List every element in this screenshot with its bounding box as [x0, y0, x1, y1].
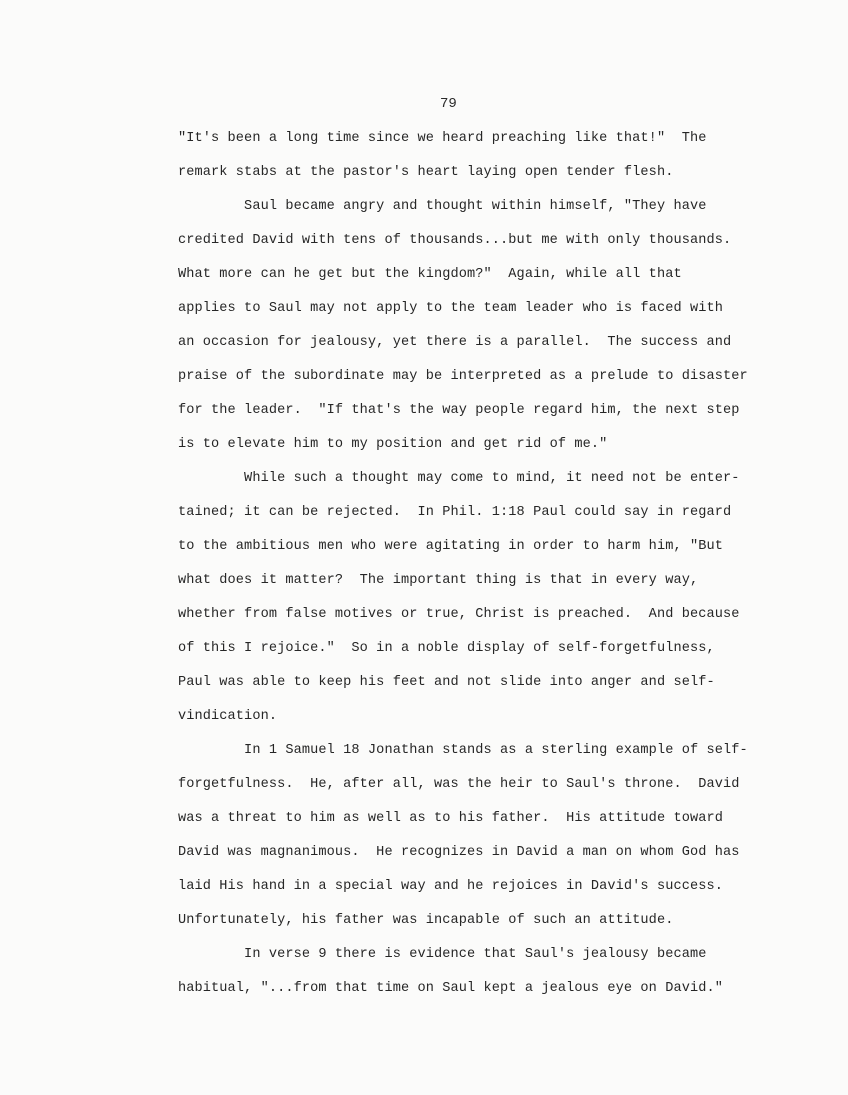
page-number: 79: [440, 96, 457, 112]
text-line: remark stabs at the pastor's heart laying open tender flesh.: [178, 165, 674, 180]
text-line: tained; it can be rejected. In Phil. 1:18 Paul could say in regard: [178, 505, 732, 520]
text-line: vindication.: [178, 709, 278, 724]
text-line: habitual, "...from that time on Saul kept a jealous eye on David.": [178, 981, 723, 996]
text-line: laid His hand in a special way and he rejoices in David's success.: [178, 879, 723, 894]
text-line: of this I rejoice." So in a noble display of self-forgetfulness,: [178, 641, 715, 656]
text-line: an occasion for jealousy, yet there is a parallel. The success and: [178, 335, 732, 350]
text-line: forgetfulness. He, after all, was the heir to Saul's throne. David: [178, 777, 740, 792]
text-line: Paul was able to keep his feet and not slide into anger and self-: [178, 675, 715, 690]
text-line: for the leader. "If that's the way people regard him, the next step: [178, 403, 740, 418]
text-line: "It's been a long time since we heard preaching like that!" The: [178, 131, 707, 146]
text-line: In 1 Samuel 18 Jonathan stands as a sterling example of self-: [178, 743, 748, 758]
text-line: What more can he get but the kingdom?" Again, while all that: [178, 267, 682, 282]
text-line: credited David with tens of thousands...but me with only thousands.: [178, 233, 732, 248]
text-line: praise of the subordinate may be interpreted as a prelude to disaster: [178, 369, 748, 384]
text-line: to the ambitious men who were agitating in order to harm him, "But: [178, 539, 723, 554]
text-line: applies to Saul may not apply to the team leader who is faced with: [178, 301, 723, 316]
text-line: what does it matter? The important thing is that in every way,: [178, 573, 699, 588]
text-line: was a threat to him as well as to his father. His attitude toward: [178, 811, 723, 826]
text-line: In verse 9 there is evidence that Saul's jealousy became: [178, 947, 707, 962]
text-line: While such a thought may come to mind, it need not be enter-: [178, 471, 740, 486]
text-line: Unfortunately, his father was incapable of such an attitude.: [178, 913, 674, 928]
text-line: Saul became angry and thought within himself, "They have: [178, 199, 707, 214]
text-line: is to elevate him to my position and get rid of me.": [178, 437, 608, 452]
text-line: David was magnanimous. He recognizes in David a man on whom God has: [178, 845, 740, 860]
text-line: whether from false motives or true, Christ is preached. And because: [178, 607, 740, 622]
